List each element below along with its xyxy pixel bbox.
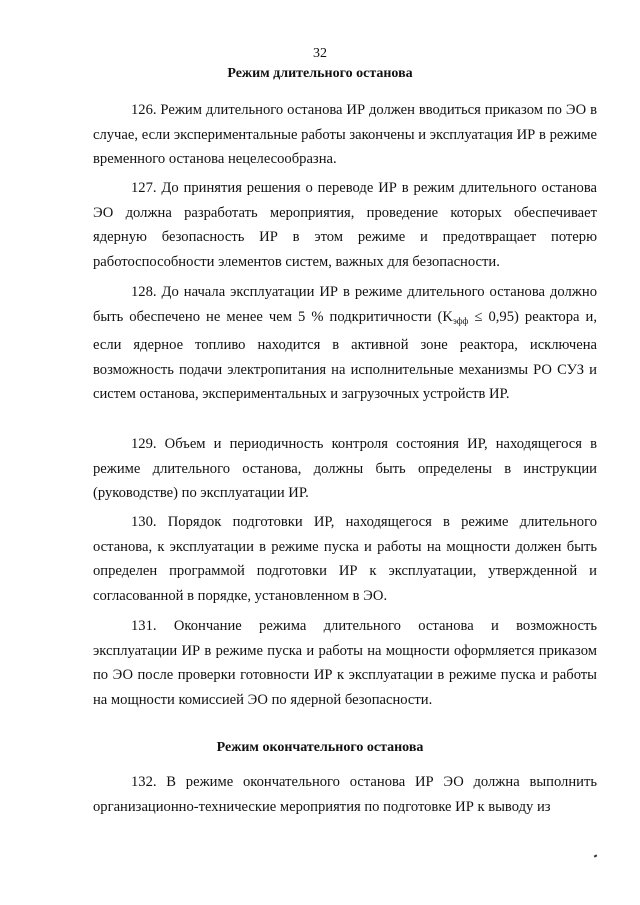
section-heading-final-shutdown: Режим окончательного останова <box>216 740 424 755</box>
page-number: 32 <box>313 46 327 61</box>
paragraph-127: 127. До принятия решения о переводе ИР в режим длительного останова ЭО должна разработать мероприятия, проведение которых обеспечивает ядерную безопасность ИР в этом режиме и предотвращает потерю работоспособности элементов систем, важных для безопасности. <box>93 180 597 270</box>
paragraph-126: 126. Режим длительного останова ИР должен вводиться приказом по ЭО в случае, если экспериментальные работы закончены и эксплуатация ИР в режиме временного останова нецелесообразна. <box>93 102 597 167</box>
scan-speck <box>594 854 598 857</box>
paragraph-128 <box>93 280 597 407</box>
paragraph-132: 132. В режиме окончательного останова ИР ЭО должна выполнить организационно-технические мероприятия по подготовке ИР к выводу из <box>93 774 597 815</box>
paragraph-128-text-before: 128. До начала эксплуатации ИР в режиме длительного останова должно быть обеспечено не менее чем 5 % подкритичности (K <box>93 284 597 325</box>
paragraph-130: 130. Порядок подготовки ИР, находящегося в режиме длительного останова, к эксплуатации в режиме пуска и работы на мощности должен быть определен программой подготовки ИР к эксплуатации, утвержденной и согласованной в порядке, установленном в ЭО. <box>93 514 597 604</box>
paragraph-129: 129. Объем и периодичность контроля состояния ИР, находящегося в режиме длительного останова, должны быть определены в инструкции (руководстве) по эксплуатации ИР. <box>93 436 597 501</box>
paragraph-128-text-after: ≤ 0,95) реактора и, если ядерное топливо находится в активной зоне реактора, исключена возможность подачи электропитания на исполнительные механизмы РО СУЗ и систем останова, экспериментальных и загрузочных устройств ИР. <box>93 308 597 402</box>
paragraph-131: 131. Окончание режима длительного останова и возможность эксплуатации ИР в режиме пуска и работы на мощности оформляется приказом по ЭО после проверки готовности ИР к эксплуатации в режиме пуска и работы на мощности комиссией ЭО по ядерной безопасности. <box>93 618 597 708</box>
k-eff-subscript: эфф <box>452 315 469 326</box>
section-heading-long-shutdown: Режим длительного останова <box>227 66 413 81</box>
